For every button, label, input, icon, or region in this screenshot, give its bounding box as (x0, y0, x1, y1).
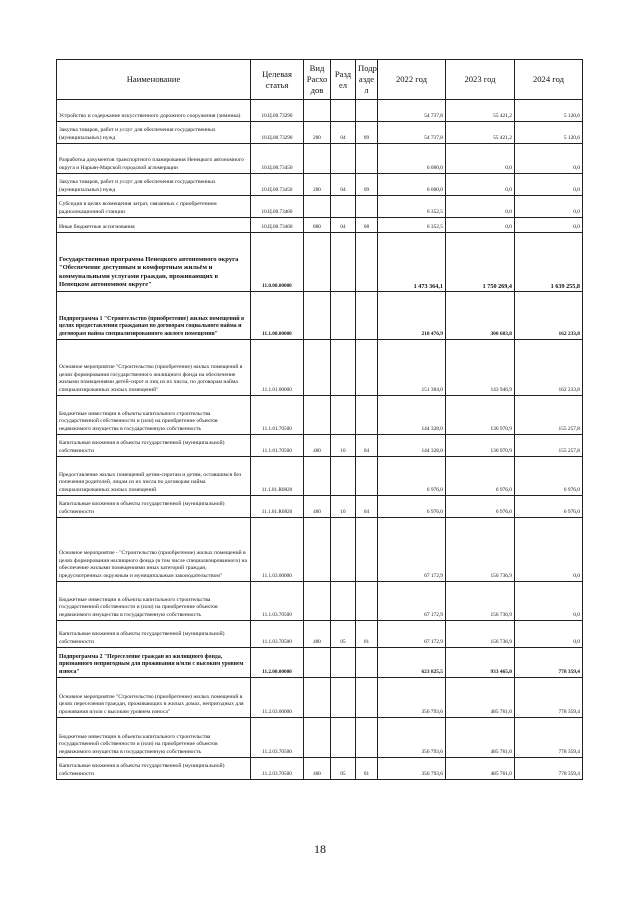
row-value-2023: 485 761,0 (446, 758, 515, 780)
table-row (57, 582, 583, 621)
row-name: Предоставление жилых помещений детям-сиротам и детям, оставшимся без попечения родителей, лицам из их числа по договорам найма специализированных жилых помещений (57, 457, 251, 496)
row-value-2023: 55 421,2 (446, 122, 515, 144)
row-podrazdel (356, 648, 378, 678)
row-name: Основное мероприятие "Строительство (приобретение) жилых помещений в целях формирования государственного жилищного фонда на обеспечение жилыми помещениями детей-сирот и лиц из их числа, по договорам найма специализированных жилых помещений" (57, 340, 251, 396)
row-value-2024: 0,0 (515, 144, 583, 174)
row-razdel (331, 678, 356, 718)
row-value-2022: 356 793,6 (378, 758, 446, 780)
row-podrazdel (356, 340, 378, 396)
row-name: Капитальные вложения в объекты государственной (муниципальной) собственности (57, 621, 251, 648)
row-target: 11.1.00.00000 (251, 292, 304, 340)
row-value-2023: 55 421,2 (446, 100, 515, 122)
table-row (57, 435, 583, 457)
row-value-2024: 162 233,8 (515, 340, 583, 396)
header-razdel: Разд ел (331, 60, 356, 100)
row-value-2024: 0,0 (515, 174, 583, 196)
table-row (57, 496, 583, 518)
row-value-2024: 0,0 (515, 518, 583, 582)
row-value-2023: 143 946,9 (446, 340, 515, 396)
row-value-2024: 778 359,4 (515, 648, 583, 678)
header-2024: 2024 год (515, 60, 583, 100)
row-vid (304, 457, 331, 496)
row-podrazdel (356, 582, 378, 621)
row-value-2023: 0,0 (446, 174, 515, 196)
table-row (57, 196, 583, 218)
header-podrazdel: Подр азде л (356, 60, 378, 100)
row-razdel (331, 340, 356, 396)
row-value-2024: 162 233,8 (515, 292, 583, 340)
row-razdel: 04 (331, 174, 356, 196)
table-row (57, 233, 583, 292)
row-value-2022: 356 793,6 (378, 678, 446, 718)
row-vid (304, 718, 331, 758)
row-vid: 400 (304, 621, 331, 648)
row-vid (304, 292, 331, 340)
row-podrazdel: 09 (356, 174, 378, 196)
row-name: Устройство и содержание искусственного дорожного сооружения (зимника) (57, 100, 251, 122)
row-value-2023: 6 976,0 (446, 496, 515, 518)
row-vid (304, 340, 331, 396)
row-name: Бюджетные инвестиции в объекты капитального строительства государственной собственности и (или) на приобретение объектов недвижимого имущества в государственную собственность (57, 582, 251, 621)
table-row (57, 292, 583, 340)
row-vid (304, 196, 331, 218)
row-value-2022: 6 000,0 (378, 174, 446, 196)
row-vid: 400 (304, 496, 331, 518)
row-value-2022: 54 737,8 (378, 100, 446, 122)
table-row (57, 396, 583, 435)
row-target: 11.2.03.70500 (251, 758, 304, 780)
table-row (57, 621, 583, 648)
row-target: 11.2.00.00000 (251, 648, 304, 678)
row-value-2023: 156 736,9 (446, 518, 515, 582)
row-podrazdel: 09 (356, 122, 378, 144)
row-name: Основное мероприятие "Строительство (приобретение) жилых помещений в целях переселения граждан, проживающих в жилых домах, непригодных для проживания и/или с высоким уровнем износа" (57, 678, 251, 718)
row-value-2024: 778 359,4 (515, 718, 583, 758)
row-value-2024: 0,0 (515, 196, 583, 218)
row-name: Разработка документов транспортного планирования Ненецкого автономного округа и Нарьян-Марской городской агломерации (57, 144, 251, 174)
row-value-2022: 67 172,9 (378, 582, 446, 621)
header-target: Целевая статья (251, 60, 304, 100)
row-name: Бюджетные инвестиции в объекты капитального строительства государственной собственности и (или) на приобретение объектов недвижимого имущества в государственную собственность (57, 396, 251, 435)
row-value-2024: 6 976,0 (515, 496, 583, 518)
row-value-2023: 0,0 (446, 196, 515, 218)
row-target: 11.0.00.00000 (251, 233, 304, 292)
row-vid (304, 518, 331, 582)
row-name: Подпрограмма 1 "Строительство (приобретение) жилых помещений в целях предоставления гражданам по договорам социального найма и договорам найма специализированного жилого помещения" (57, 292, 251, 340)
row-target: 10.Ц.00.73460 (251, 196, 304, 218)
row-vid: 400 (304, 758, 331, 780)
row-value-2023: 933 465,0 (446, 648, 515, 678)
row-value-2022: 356 793,6 (378, 718, 446, 758)
row-name: Закупка товаров, работ и услуг для обеспечения государственных (муниципальных) нужд (57, 174, 251, 196)
row-name: Иные бюджетные ассигнования (57, 218, 251, 233)
table-row (57, 718, 583, 758)
row-razdel: 10 (331, 496, 356, 518)
row-value-2024: 778 359,4 (515, 758, 583, 780)
row-razdel: 10 (331, 435, 356, 457)
row-target: 11.1.01.R0820 (251, 457, 304, 496)
row-name: Подпрограмма 2 "Переселение граждан из жилищного фонда, признанного непригодным для проживания и/или с высоким уровнем износа" (57, 648, 251, 678)
table-row (57, 340, 583, 396)
row-value-2024: 5 120,6 (515, 100, 583, 122)
row-vid (304, 233, 331, 292)
header-name: Наименование (57, 60, 251, 100)
row-vid (304, 678, 331, 718)
row-name: Субсидия в целях возмещения затрат, связанных с приобретением радиолокационной станции (57, 196, 251, 218)
row-name: Капитальные вложения в объекты государственной (муниципальной) собственности (57, 435, 251, 457)
row-value-2023: 0,0 (446, 218, 515, 233)
row-value-2022: 6 976,0 (378, 496, 446, 518)
row-name: Бюджетные инвестиции в объекты капитального строительства государственной собственности и (или) на приобретение объектов недвижимого имущества в государственную собственность (57, 718, 251, 758)
table-row (57, 518, 583, 582)
row-name: Основное мероприятие - "Строительство (приобретение) жилых помещений в целях формирования жилищного фонда (в том числе специализированного) на обеспечение жилыми помещениями иных категорий граждан, предусмотренных окружным и муниципальным законодательством" (57, 518, 251, 582)
row-target: 11.1.03.70500 (251, 582, 304, 621)
row-podrazdel (356, 100, 378, 122)
table-row (57, 122, 583, 144)
row-value-2022: 144 328,0 (378, 435, 446, 457)
row-vid (304, 396, 331, 435)
row-target: 10.Ц.00.73290 (251, 100, 304, 122)
table-row (57, 678, 583, 718)
row-razdel (331, 233, 356, 292)
row-value-2024: 0,0 (515, 621, 583, 648)
row-vid (304, 648, 331, 678)
row-value-2023: 6 976,0 (446, 457, 515, 496)
row-razdel (331, 457, 356, 496)
row-razdel: 05 (331, 758, 356, 780)
row-podrazdel (356, 292, 378, 340)
row-razdel (331, 396, 356, 435)
page-number: 18 (314, 842, 326, 856)
row-podrazdel (356, 518, 378, 582)
row-podrazdel (356, 678, 378, 718)
row-razdel: 04 (331, 218, 356, 233)
row-razdel: 04 (331, 122, 356, 144)
table-row (57, 174, 583, 196)
row-razdel (331, 518, 356, 582)
table-row (57, 758, 583, 780)
row-podrazdel (356, 718, 378, 758)
header-2023: 2023 год (446, 60, 515, 100)
row-value-2022: 67 172,9 (378, 518, 446, 582)
row-target: 11.1.03.00000 (251, 518, 304, 582)
table-row (57, 457, 583, 496)
row-target: 10.Ц.00.73460 (251, 218, 304, 233)
row-value-2023: 0,0 (446, 144, 515, 174)
row-target: 11.1.03.70500 (251, 621, 304, 648)
row-name: Капитальные вложения в объекты государственной (муниципальной) собственности (57, 758, 251, 780)
row-value-2024: 778 359,4 (515, 678, 583, 718)
row-podrazdel (356, 233, 378, 292)
row-razdel (331, 144, 356, 174)
row-podrazdel (356, 457, 378, 496)
row-value-2024: 6 976,0 (515, 457, 583, 496)
budget-table (56, 59, 583, 780)
table-body (57, 100, 583, 780)
table-row (57, 144, 583, 174)
row-podrazdel: 08 (356, 218, 378, 233)
row-razdel (331, 196, 356, 218)
row-value-2023: 300 683,8 (446, 292, 515, 340)
row-value-2023: 1 750 269,4 (446, 233, 515, 292)
row-value-2023: 156 736,9 (446, 621, 515, 648)
row-vid (304, 144, 331, 174)
row-razdel (331, 648, 356, 678)
row-value-2023: 136 970,9 (446, 435, 515, 457)
row-value-2022: 6 352,5 (378, 218, 446, 233)
header-vid: Вид Расхо дов (304, 60, 331, 100)
row-name: Капитальные вложения в объекты государственной (муниципальной) собственности (57, 496, 251, 518)
row-value-2024: 0,0 (515, 218, 583, 233)
row-target: 11.1.01.70500 (251, 396, 304, 435)
table-row (57, 648, 583, 678)
row-podrazdel: 01 (356, 621, 378, 648)
row-podrazdel: 04 (356, 496, 378, 518)
row-razdel (331, 582, 356, 621)
row-target: 11.1.01.00000 (251, 340, 304, 396)
row-target: 11.2.03.00000 (251, 678, 304, 718)
row-vid: 400 (304, 435, 331, 457)
row-value-2024: 155 257,8 (515, 396, 583, 435)
table-row (57, 218, 583, 233)
row-value-2023: 485 761,0 (446, 678, 515, 718)
row-value-2024: 5 120,6 (515, 122, 583, 144)
row-podrazdel: 01 (356, 758, 378, 780)
row-target: 11.1.01.70500 (251, 435, 304, 457)
row-target: 10.Ц.00.73450 (251, 144, 304, 174)
row-value-2022: 54 737,8 (378, 122, 446, 144)
row-value-2022: 6 352,5 (378, 196, 446, 218)
row-vid: 200 (304, 122, 331, 144)
row-podrazdel (356, 196, 378, 218)
row-name: Государственная программа Ненецкого автономного округа "Обеспечение доступным и комфортным жильём и коммунальными услугами граждан, проживающих в Ненецком автономном округе" (57, 233, 251, 292)
row-value-2022: 6 976,0 (378, 457, 446, 496)
row-value-2022: 1 473 364,1 (378, 233, 446, 292)
row-value-2023: 485 761,0 (446, 718, 515, 758)
row-vid: 200 (304, 174, 331, 196)
row-value-2022: 218 476,9 (378, 292, 446, 340)
row-razdel (331, 100, 356, 122)
row-podrazdel (356, 144, 378, 174)
row-value-2024: 1 639 255,8 (515, 233, 583, 292)
row-target: 11.2.03.70500 (251, 718, 304, 758)
row-razdel: 05 (331, 621, 356, 648)
row-razdel (331, 292, 356, 340)
row-target: 11.1.01.R0820 (251, 496, 304, 518)
row-name: Закупка товаров, работ и услуг для обеспечения государственных (муниципальных) нужд (57, 122, 251, 144)
row-vid (304, 582, 331, 621)
table-header-row (57, 60, 583, 100)
row-target: 10.Ц.00.73290 (251, 122, 304, 144)
row-vid (304, 100, 331, 122)
row-vid: 800 (304, 218, 331, 233)
row-podrazdel (356, 396, 378, 435)
row-podrazdel: 04 (356, 435, 378, 457)
row-value-2024: 155 257,8 (515, 435, 583, 457)
row-value-2022: 151 304,0 (378, 340, 446, 396)
row-value-2022: 6 000,0 (378, 144, 446, 174)
row-value-2022: 623 825,5 (378, 648, 446, 678)
row-value-2023: 156 736,9 (446, 582, 515, 621)
row-value-2024: 0,0 (515, 582, 583, 621)
row-value-2022: 144 328,0 (378, 396, 446, 435)
row-razdel (331, 718, 356, 758)
header-2022: 2022 год (378, 60, 446, 100)
row-value-2022: 67 172,9 (378, 621, 446, 648)
row-target: 10.Ц.00.73450 (251, 174, 304, 196)
row-value-2023: 136 970,9 (446, 396, 515, 435)
table-row (57, 100, 583, 122)
